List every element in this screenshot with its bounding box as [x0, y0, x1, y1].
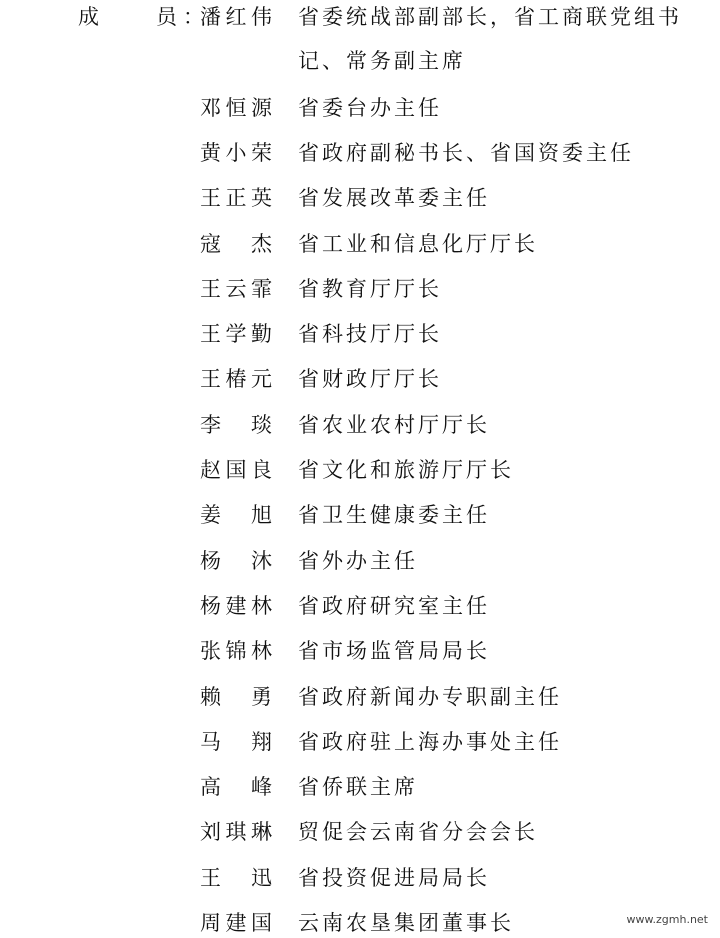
- member-name-char: 小: [225, 140, 247, 165]
- member-name: [200, 138, 272, 168]
- member-name-char: 源: [251, 95, 272, 120]
- section-label-colon: ：: [183, 5, 205, 29]
- member-row: [0, 229, 720, 259]
- member-name-char: 张: [200, 639, 221, 664]
- member-name-char: 云: [225, 276, 247, 301]
- member-name-char: 王: [200, 367, 221, 392]
- member-position: 省政府新闻办专职副主任: [298, 684, 562, 709]
- member-row: [0, 319, 720, 349]
- member-position: 省科技厅厅长: [298, 322, 442, 347]
- member-name-char: 高: [200, 775, 221, 800]
- member-name-char: 英: [251, 186, 272, 211]
- member-row: [0, 636, 720, 666]
- member-name-char: 恒: [225, 95, 247, 120]
- member-name-char: 林: [251, 639, 272, 664]
- member-name: [200, 546, 272, 576]
- member-name: [200, 2, 272, 32]
- member-position: 省发展改革委主任: [298, 186, 490, 211]
- member-position: 省外办主任: [298, 548, 418, 573]
- member-name-char: 学: [225, 322, 247, 347]
- member-name-char: 王: [200, 186, 221, 211]
- member-name: [200, 319, 272, 349]
- member-name-char: 勤: [251, 322, 272, 347]
- member-name-char: 王: [200, 865, 221, 890]
- member-name: [200, 863, 272, 893]
- member-name: [200, 682, 272, 712]
- member-name: [200, 364, 272, 394]
- member-row: [0, 274, 720, 304]
- member-name: [200, 817, 272, 847]
- member-row: [0, 772, 720, 802]
- member-name-char: 林: [251, 593, 272, 618]
- member-name-char: 国: [251, 911, 272, 935]
- member-name-char: 椿: [225, 367, 247, 392]
- member-position: 省教育厅厅长: [298, 276, 442, 301]
- member-row: [0, 817, 720, 847]
- member-row: [0, 410, 720, 440]
- member-name-char: 沐: [251, 548, 272, 573]
- member-name-char: 黄: [200, 140, 221, 165]
- member-name: [200, 229, 272, 259]
- member-row: [0, 591, 720, 621]
- member-name: [200, 93, 272, 123]
- member-row: [0, 546, 720, 576]
- member-position: 省侨联主席: [298, 775, 418, 800]
- watermark: www.zgmh.net: [626, 913, 708, 926]
- member-name-char: 杨: [200, 548, 221, 573]
- member-name-char: 元: [251, 367, 272, 392]
- member-row: [0, 364, 720, 394]
- member-name-char: 杨: [200, 593, 221, 618]
- member-name: [200, 772, 272, 802]
- member-name-char: 姜: [200, 503, 221, 528]
- section-label-char-2: 员: [156, 5, 178, 29]
- member-row: [0, 93, 720, 123]
- member-name: [200, 274, 272, 304]
- member-position: 省委台办主任: [298, 95, 442, 120]
- member-name-char: 建: [225, 911, 247, 935]
- member-name-char: 良: [251, 458, 272, 482]
- member-name-char: 红: [225, 5, 247, 29]
- member-name-char: 勇: [251, 684, 272, 709]
- section-label-char-1: 成: [78, 5, 100, 29]
- member-name-char: 杰: [251, 231, 272, 256]
- member-position: 省文化和旅游厅厅长: [298, 458, 514, 482]
- member-row: [0, 682, 720, 712]
- member-position: 省农业农村厅厅长: [298, 412, 490, 437]
- member-position: 省财政厅厅长: [298, 367, 442, 392]
- member-name: [200, 727, 272, 757]
- member-name-char: 寇: [200, 231, 221, 256]
- member-name-char: 王: [200, 322, 221, 347]
- member-name-char: 迅: [251, 865, 272, 890]
- member-name: [200, 410, 272, 440]
- member-row: [0, 727, 720, 757]
- member-name: [200, 591, 272, 621]
- member-name-char: 霏: [251, 276, 272, 301]
- member-position: 省卫生健康委主任: [298, 503, 490, 528]
- member-row: [0, 863, 720, 893]
- member-position: 云南农垦集团董事长: [298, 911, 514, 935]
- member-name-char: 建: [225, 593, 247, 618]
- member-name-char: 赖: [200, 684, 221, 709]
- member-position: 省委统战部副部长，省工商联党组书: [298, 5, 682, 29]
- member-position-continuation: 记、常务副主席: [298, 49, 466, 73]
- member-row: [0, 138, 720, 168]
- member-name: [200, 455, 272, 485]
- member-name-char: 王: [200, 276, 221, 301]
- member-row: [0, 500, 720, 530]
- member-name-char: 邓: [200, 95, 221, 120]
- member-name-char: 琳: [251, 820, 272, 845]
- member-name: [200, 908, 272, 938]
- member-row: [0, 183, 720, 213]
- member-name-char: 旭: [251, 503, 272, 528]
- member-position: 省政府研究室主任: [298, 593, 490, 618]
- member-name-char: 荣: [251, 140, 272, 165]
- member-name-char: 正: [225, 186, 247, 211]
- member-name-char: 峰: [251, 775, 272, 800]
- member-name-char: 翔: [251, 729, 272, 754]
- member-name: [200, 500, 272, 530]
- member-name-char: 锦: [225, 639, 247, 664]
- member-name-char: 李: [200, 412, 221, 437]
- member-row: [0, 2, 720, 73]
- member-name-char: 刘: [200, 820, 221, 845]
- member-name: [200, 183, 272, 213]
- member-row: [0, 908, 720, 938]
- member-name: [200, 636, 272, 666]
- member-position: 贸促会云南省分会会长: [298, 820, 538, 845]
- member-position: 省政府副秘书长、省国资委主任: [298, 140, 634, 165]
- member-position: 省工业和信息化厅厅长: [298, 231, 538, 256]
- member-position: 省市场监管局局长: [298, 639, 490, 664]
- member-name-char: 琪: [225, 820, 247, 845]
- member-name-char: 马: [200, 729, 221, 754]
- member-name-char: 琰: [251, 412, 272, 437]
- member-name-char: 国: [225, 458, 247, 482]
- member-name-char: 赵: [200, 458, 221, 482]
- member-row: [0, 455, 720, 485]
- member-name-char: 潘: [200, 5, 221, 29]
- member-position: 省投资促进局局长: [298, 865, 490, 890]
- member-name-char: 伟: [251, 5, 272, 29]
- member-position: 省政府驻上海办事处主任: [298, 729, 562, 754]
- member-name-char: 周: [200, 911, 221, 935]
